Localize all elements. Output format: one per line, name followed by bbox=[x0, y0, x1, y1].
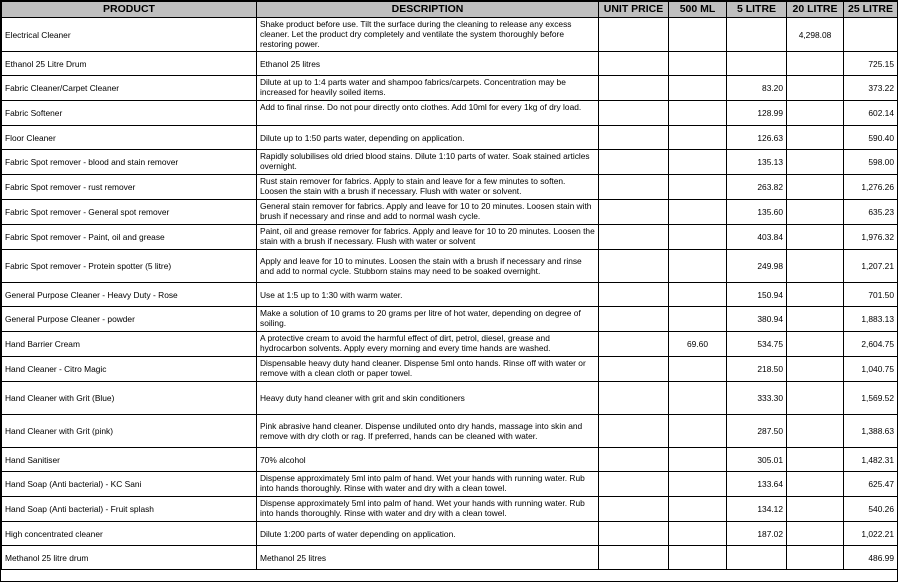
header-20-litre: 20 LITRE bbox=[787, 2, 844, 18]
product-cell: Hand Barrier Cream bbox=[2, 332, 257, 357]
product-cell: Hand Soap (Anti bacterial) - Fruit splash bbox=[2, 497, 257, 522]
description-cell: A protective cream to avoid the harmful effect of dirt, petrol, diesel, grease and hydrocarbon solvents. Apply every morning and every time hands are washed. bbox=[257, 332, 599, 357]
price-5-litre-cell: 150.94 bbox=[727, 283, 787, 307]
product-cell: Hand Soap (Anti bacterial) - KC Sani bbox=[2, 472, 257, 497]
product-cell: General Purpose Cleaner - Heavy Duty - Rose bbox=[2, 283, 257, 307]
price-25-litre-cell bbox=[844, 18, 898, 52]
price-500ml-cell bbox=[669, 546, 727, 570]
price-20-litre-cell bbox=[787, 357, 844, 382]
table-row bbox=[2, 283, 898, 307]
price-20-litre-cell bbox=[787, 225, 844, 250]
table-row bbox=[2, 415, 898, 448]
description-cell: Heavy duty hand cleaner with grit and skin conditioners bbox=[257, 382, 599, 415]
price-5-litre-cell bbox=[727, 546, 787, 570]
price-500ml-cell bbox=[669, 472, 727, 497]
price-500ml-cell bbox=[669, 150, 727, 175]
price-5-litre-cell: 134.12 bbox=[727, 497, 787, 522]
description-cell: Shake product before use. Tilt the surface during the cleaning to release any excess cleaner. Let the product dry completely and ventilate the system thoroughly before restoring power. bbox=[257, 18, 599, 52]
header-25-litre: 25 LITRE bbox=[844, 2, 898, 18]
product-cell: Fabric Spot remover - General spot remover bbox=[2, 200, 257, 225]
price-25-litre-cell: 1,276.26 bbox=[844, 175, 898, 200]
price-20-litre-cell: 4,298.08 bbox=[787, 18, 844, 52]
description-cell: Add to final rinse. Do not pour directly onto clothes. Add 10ml for every 1kg of dry load. bbox=[257, 101, 599, 126]
price-5-litre-cell: 380.94 bbox=[727, 307, 787, 332]
product-cell: Fabric Cleaner/Carpet Cleaner bbox=[2, 76, 257, 101]
price-20-litre-cell bbox=[787, 332, 844, 357]
price-5-litre-cell: 249.98 bbox=[727, 250, 787, 283]
price-25-litre-cell: 1,569.52 bbox=[844, 382, 898, 415]
price-5-litre-cell: 305.01 bbox=[727, 448, 787, 472]
description-cell: Ethanol 25 litres bbox=[257, 52, 599, 76]
price-5-litre-cell: 263.82 bbox=[727, 175, 787, 200]
price-20-litre-cell bbox=[787, 382, 844, 415]
description-cell: Dilute up to 1:50 parts water, depending on application. bbox=[257, 126, 599, 150]
price-25-litre-cell: 701.50 bbox=[844, 283, 898, 307]
price-20-litre-cell bbox=[787, 472, 844, 497]
description-cell: Rust stain remover for fabrics. Apply to stain and leave for a few minutes to soften. Loosen the stain with a brush if necessary. Flush with water or solvent. bbox=[257, 175, 599, 200]
price-5-litre-cell bbox=[727, 52, 787, 76]
description-cell: Dilute 1:200 parts of water depending on application. bbox=[257, 522, 599, 546]
price-25-litre-cell: 1,022.21 bbox=[844, 522, 898, 546]
description-cell: General stain remover for fabrics. Apply and leave for 10 to 20 minutes. Loosen stain with brush if necessary and rinse and add to normal wash cycle. bbox=[257, 200, 599, 225]
price-500ml-cell bbox=[669, 448, 727, 472]
price-20-litre-cell bbox=[787, 126, 844, 150]
price-500ml-cell bbox=[669, 382, 727, 415]
price-500ml-cell bbox=[669, 357, 727, 382]
description-cell: Make a solution of 10 grams to 20 grams per litre of hot water, depending on degree of soiling. bbox=[257, 307, 599, 332]
price-20-litre-cell bbox=[787, 76, 844, 101]
product-cell: Fabric Spot remover - Protein spotter (5 litre) bbox=[2, 250, 257, 283]
price-500ml-cell bbox=[669, 126, 727, 150]
header-5-litre: 5 LITRE bbox=[727, 2, 787, 18]
product-cell: Fabric Softener bbox=[2, 101, 257, 126]
price-25-litre-cell: 486.99 bbox=[844, 546, 898, 570]
product-cell: Fabric Spot remover - Paint, oil and grease bbox=[2, 225, 257, 250]
price-20-litre-cell bbox=[787, 283, 844, 307]
price-20-litre-cell bbox=[787, 522, 844, 546]
price-25-litre-cell: 602.14 bbox=[844, 101, 898, 126]
unit-price-cell bbox=[599, 357, 669, 382]
table-row bbox=[2, 76, 898, 101]
price-500ml-cell bbox=[669, 52, 727, 76]
table-row bbox=[2, 522, 898, 546]
product-cell: Ethanol 25 Litre Drum bbox=[2, 52, 257, 76]
product-cell: Hand Sanitiser bbox=[2, 448, 257, 472]
price-500ml-cell bbox=[669, 175, 727, 200]
price-500ml-cell bbox=[669, 76, 727, 101]
table-row bbox=[2, 497, 898, 522]
price-5-litre-cell: 135.13 bbox=[727, 150, 787, 175]
description-cell: Dispensable heavy duty hand cleaner. Dispense 5ml onto hands. Rinse off with water or remove with a clean cloth or paper towel. bbox=[257, 357, 599, 382]
table-row bbox=[2, 126, 898, 150]
price-25-litre-cell: 635.23 bbox=[844, 200, 898, 225]
unit-price-cell bbox=[599, 150, 669, 175]
table-row bbox=[2, 357, 898, 382]
table-row bbox=[2, 18, 898, 52]
table-row bbox=[2, 225, 898, 250]
description-cell: 70% alcohol bbox=[257, 448, 599, 472]
table-row bbox=[2, 546, 898, 570]
unit-price-cell bbox=[599, 522, 669, 546]
price-20-litre-cell bbox=[787, 546, 844, 570]
price-25-litre-cell: 725.15 bbox=[844, 52, 898, 76]
price-25-litre-cell: 2,604.75 bbox=[844, 332, 898, 357]
table-row bbox=[2, 382, 898, 415]
unit-price-cell bbox=[599, 415, 669, 448]
table-row bbox=[2, 307, 898, 332]
price-500ml-cell bbox=[669, 18, 727, 52]
table-row bbox=[2, 150, 898, 175]
description-cell: Paint, oil and grease remover for fabrics. Apply and leave for 10 to 20 minutes. Loosen the stain with a brush if necessary. Flush with water or solvent bbox=[257, 225, 599, 250]
table-row bbox=[2, 101, 898, 126]
unit-price-cell bbox=[599, 126, 669, 150]
description-cell: Methanol 25 litres bbox=[257, 546, 599, 570]
price-5-litre-cell: 128.99 bbox=[727, 101, 787, 126]
price-500ml-cell bbox=[669, 307, 727, 332]
product-cell: High concentrated cleaner bbox=[2, 522, 257, 546]
product-cell: Electrical Cleaner bbox=[2, 18, 257, 52]
unit-price-cell bbox=[599, 175, 669, 200]
product-cell: Fabric Spot remover - blood and stain remover bbox=[2, 150, 257, 175]
price-5-litre-cell: 218.50 bbox=[727, 357, 787, 382]
price-25-litre-cell: 1,207.21 bbox=[844, 250, 898, 283]
price-25-litre-cell: 540.26 bbox=[844, 497, 898, 522]
product-cell: General Purpose Cleaner - powder bbox=[2, 307, 257, 332]
price-5-litre-cell bbox=[727, 18, 787, 52]
description-cell: Rapidly solubilises old dried blood stains. Dilute 1:10 parts of water. Soak stained articles overnight. bbox=[257, 150, 599, 175]
table-row bbox=[2, 250, 898, 283]
table-row bbox=[2, 448, 898, 472]
price-5-litre-cell: 187.02 bbox=[727, 522, 787, 546]
unit-price-cell bbox=[599, 332, 669, 357]
header-500ml: 500 ML bbox=[669, 2, 727, 18]
price-25-litre-cell: 590.40 bbox=[844, 126, 898, 150]
price-500ml-cell: 69.60 bbox=[669, 332, 727, 357]
price-500ml-cell bbox=[669, 200, 727, 225]
table-row bbox=[2, 175, 898, 200]
product-cell: Hand Cleaner with Grit (Blue) bbox=[2, 382, 257, 415]
table-row bbox=[2, 472, 898, 497]
unit-price-cell bbox=[599, 225, 669, 250]
unit-price-cell bbox=[599, 307, 669, 332]
unit-price-cell bbox=[599, 497, 669, 522]
price-25-litre-cell: 1,388.63 bbox=[844, 415, 898, 448]
header-row bbox=[2, 2, 898, 18]
price-25-litre-cell: 1,883.13 bbox=[844, 307, 898, 332]
header-unit-price: UNIT PRICE bbox=[599, 2, 669, 18]
unit-price-cell bbox=[599, 382, 669, 415]
table-row bbox=[2, 332, 898, 357]
price-25-litre-cell: 373.22 bbox=[844, 76, 898, 101]
table-row bbox=[2, 52, 898, 76]
price-5-litre-cell: 133.64 bbox=[727, 472, 787, 497]
price-500ml-cell bbox=[669, 415, 727, 448]
unit-price-cell bbox=[599, 76, 669, 101]
unit-price-cell bbox=[599, 18, 669, 52]
price-500ml-cell bbox=[669, 283, 727, 307]
description-cell: Dilute at up to 1:4 parts water and shampoo fabrics/carpets. Concentration may be increased for heavily soiled items. bbox=[257, 76, 599, 101]
price-5-litre-cell: 534.75 bbox=[727, 332, 787, 357]
unit-price-cell bbox=[599, 448, 669, 472]
price-500ml-cell bbox=[669, 250, 727, 283]
unit-price-cell bbox=[599, 250, 669, 283]
unit-price-cell bbox=[599, 200, 669, 225]
description-cell: Dispense approximately 5ml into palm of hand. Wet your hands with running water. Rub into hands thoroughly. Rinse with water and dry with a clean towel. bbox=[257, 497, 599, 522]
price-20-litre-cell bbox=[787, 52, 844, 76]
price-25-litre-cell: 598.00 bbox=[844, 150, 898, 175]
price-25-litre-cell: 1,040.75 bbox=[844, 357, 898, 382]
price-20-litre-cell bbox=[787, 175, 844, 200]
price-500ml-cell bbox=[669, 497, 727, 522]
price-5-litre-cell: 287.50 bbox=[727, 415, 787, 448]
product-cell: Hand Cleaner - Citro Magic bbox=[2, 357, 257, 382]
price-5-litre-cell: 83.20 bbox=[727, 76, 787, 101]
price-20-litre-cell bbox=[787, 497, 844, 522]
header-description: DESCRIPTION bbox=[257, 2, 599, 18]
table-row bbox=[2, 200, 898, 225]
description-cell: Use at 1:5 up to 1:30 with warm water. bbox=[257, 283, 599, 307]
price-20-litre-cell bbox=[787, 101, 844, 126]
unit-price-cell bbox=[599, 283, 669, 307]
price-500ml-cell bbox=[669, 522, 727, 546]
price-20-litre-cell bbox=[787, 307, 844, 332]
header-product: PRODUCT bbox=[2, 2, 257, 18]
unit-price-cell bbox=[599, 546, 669, 570]
description-cell: Pink abrasive hand cleaner. Dispense undiluted onto dry hands, massage into skin and remove with dry cloth or rag. If preferred, hands can be cleaned with water. bbox=[257, 415, 599, 448]
unit-price-cell bbox=[599, 52, 669, 76]
price-25-litre-cell: 1,482.31 bbox=[844, 448, 898, 472]
description-cell: Apply and leave for 10 to minutes. Loosen the stain with a brush if necessary and rinse and add to normal cycle. Stubborn stains may need to be soaked overnight. bbox=[257, 250, 599, 283]
price-5-litre-cell: 403.84 bbox=[727, 225, 787, 250]
price-20-litre-cell bbox=[787, 250, 844, 283]
price-25-litre-cell: 625.47 bbox=[844, 472, 898, 497]
price-20-litre-cell bbox=[787, 448, 844, 472]
price-5-litre-cell: 135.60 bbox=[727, 200, 787, 225]
product-cell: Floor Cleaner bbox=[2, 126, 257, 150]
product-cell: Methanol 25 litre drum bbox=[2, 546, 257, 570]
price-list-table bbox=[1, 1, 898, 570]
description-cell: Dispense approximately 5ml into palm of hand. Wet your hands with running water. Rub into hands thoroughly. Rinse with water and dry with a clean towel. bbox=[257, 472, 599, 497]
product-cell: Fabric Spot remover - rust remover bbox=[2, 175, 257, 200]
product-cell: Hand Cleaner with Grit (pink) bbox=[2, 415, 257, 448]
price-5-litre-cell: 126.63 bbox=[727, 126, 787, 150]
price-20-litre-cell bbox=[787, 200, 844, 225]
price-5-litre-cell: 333.30 bbox=[727, 382, 787, 415]
price-500ml-cell bbox=[669, 101, 727, 126]
price-500ml-cell bbox=[669, 225, 727, 250]
price-25-litre-cell: 1,976.32 bbox=[844, 225, 898, 250]
price-20-litre-cell bbox=[787, 150, 844, 175]
unit-price-cell bbox=[599, 101, 669, 126]
price-20-litre-cell bbox=[787, 415, 844, 448]
unit-price-cell bbox=[599, 472, 669, 497]
